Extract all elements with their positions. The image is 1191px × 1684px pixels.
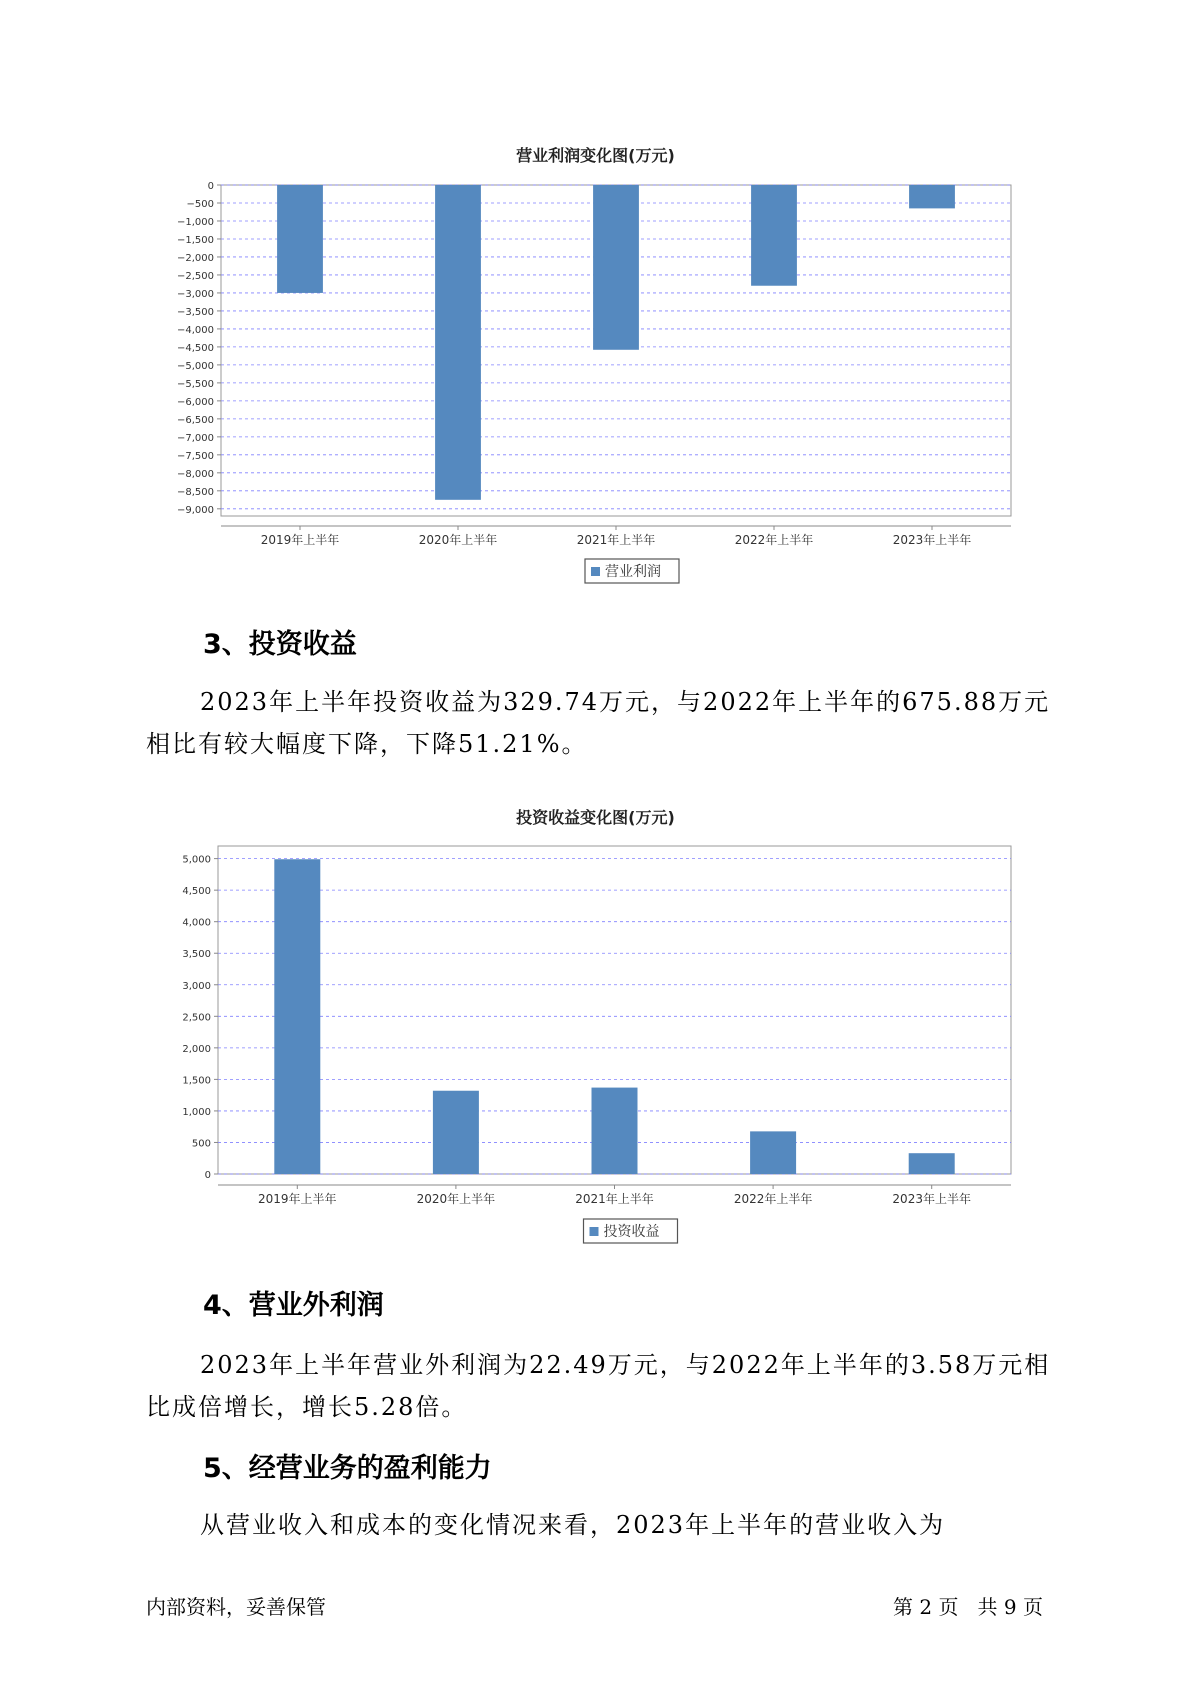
section5-heading: 5、经营业务的盈利能力 <box>203 1453 492 1484</box>
y-tick-label: −500 <box>186 198 214 210</box>
footer-page-number: 第 2 页 共 9 页 <box>893 1595 1043 1619</box>
y-tick-label: −3,500 <box>176 306 214 318</box>
y-tick-label: 2,500 <box>182 1012 211 1024</box>
y-tick-label: −5,500 <box>176 378 214 390</box>
y-tick-label: 3,500 <box>182 949 211 961</box>
y-tick-label: −6,000 <box>176 396 214 408</box>
y-tick-label: −8,000 <box>176 468 214 480</box>
y-tick-label: −6,500 <box>176 414 214 426</box>
bar-3 <box>592 1088 638 1174</box>
x-tick-label: 2021年上半年 <box>575 1192 654 1206</box>
legend <box>584 1219 678 1243</box>
y-tick-label: −2,000 <box>176 252 214 264</box>
legend-swatch <box>591 567 600 576</box>
section3-heading: 3、投资收益 <box>203 629 357 660</box>
y-tick-label: 2,000 <box>182 1043 211 1055</box>
chart1-title: 营业利润变化图(万元) <box>516 146 675 165</box>
section5-paragraph: 从营业收入和成本的变化情况来看，2023年上半年的营业收入为 <box>200 1511 946 1539</box>
bar-2 <box>433 1091 479 1174</box>
legend-label: 投资收益 <box>603 1224 660 1240</box>
bar-4 <box>751 185 797 286</box>
x-tick-label: 2023年上半年 <box>892 1192 971 1206</box>
bar-3 <box>593 185 639 350</box>
x-tick-label: 2022年上半年 <box>733 1192 813 1206</box>
y-tick-label: 0 <box>204 1170 211 1181</box>
section3-paragraph: 2023年上半年投资收益为329.74万元，与2022年上半年的675.88万元相比有较大幅度下降，下降51.21%。 <box>146 688 1051 758</box>
bar-2 <box>435 185 481 500</box>
x-tick-label: 2020年上半年 <box>416 1192 496 1206</box>
x-tick-label: 2021年上半年 <box>576 533 656 547</box>
y-tick-label: 1,500 <box>182 1075 211 1087</box>
y-tick-label: 4,500 <box>182 886 211 898</box>
x-tick-label: 2023年上半年 <box>892 533 972 547</box>
x-tick-label: 2022年上半年 <box>734 533 814 547</box>
y-tick-label: −4,000 <box>176 324 214 336</box>
y-tick-label: 500 <box>191 1138 211 1150</box>
y-tick-label: −7,000 <box>176 432 214 444</box>
section4-heading: 4、营业外利润 <box>203 1290 384 1321</box>
investment-income-chart <box>0 830 1191 1250</box>
legend-label: 营业利润 <box>605 564 661 580</box>
bar-5 <box>909 1153 955 1174</box>
legend-swatch <box>590 1227 599 1236</box>
y-tick-label: 5,000 <box>182 854 211 866</box>
bar-4 <box>750 1131 796 1174</box>
x-tick-label: 2019年上半年 <box>258 1192 337 1206</box>
y-tick-label: −7,500 <box>176 450 214 462</box>
y-tick-label: 1,000 <box>182 1106 211 1118</box>
y-tick-label: 3,000 <box>182 980 211 992</box>
y-tick-label: −2,500 <box>176 270 214 282</box>
y-tick-label: −8,500 <box>176 486 214 498</box>
y-tick-label: −1,500 <box>176 234 214 246</box>
bar-1 <box>274 859 320 1174</box>
y-tick-label: −9,000 <box>176 504 214 516</box>
footer-confidential: 内部资料，妥善保管 <box>146 1595 326 1619</box>
section4-paragraph: 2023年上半年营业外利润为22.49万元，与2022年上半年的3.58万元相比成倍增长，增长5.28倍。 <box>146 1351 1051 1421</box>
x-tick-label: 2019年上半年 <box>260 533 340 547</box>
y-tick-label: 4,000 <box>182 917 211 929</box>
y-tick-label: −4,500 <box>176 342 214 354</box>
legend <box>585 559 679 583</box>
x-tick-label: 2020年上半年 <box>418 533 498 547</box>
bar-5 <box>909 185 955 208</box>
y-tick-label: −5,000 <box>176 360 214 372</box>
chart2-title: 投资收益变化图(万元) <box>516 808 675 827</box>
y-tick-label: −1,000 <box>176 216 214 228</box>
operating-profit-chart <box>0 170 1191 610</box>
bar-1 <box>277 185 323 293</box>
y-tick-label: 0 <box>207 181 214 192</box>
y-tick-label: −3,000 <box>176 288 214 300</box>
